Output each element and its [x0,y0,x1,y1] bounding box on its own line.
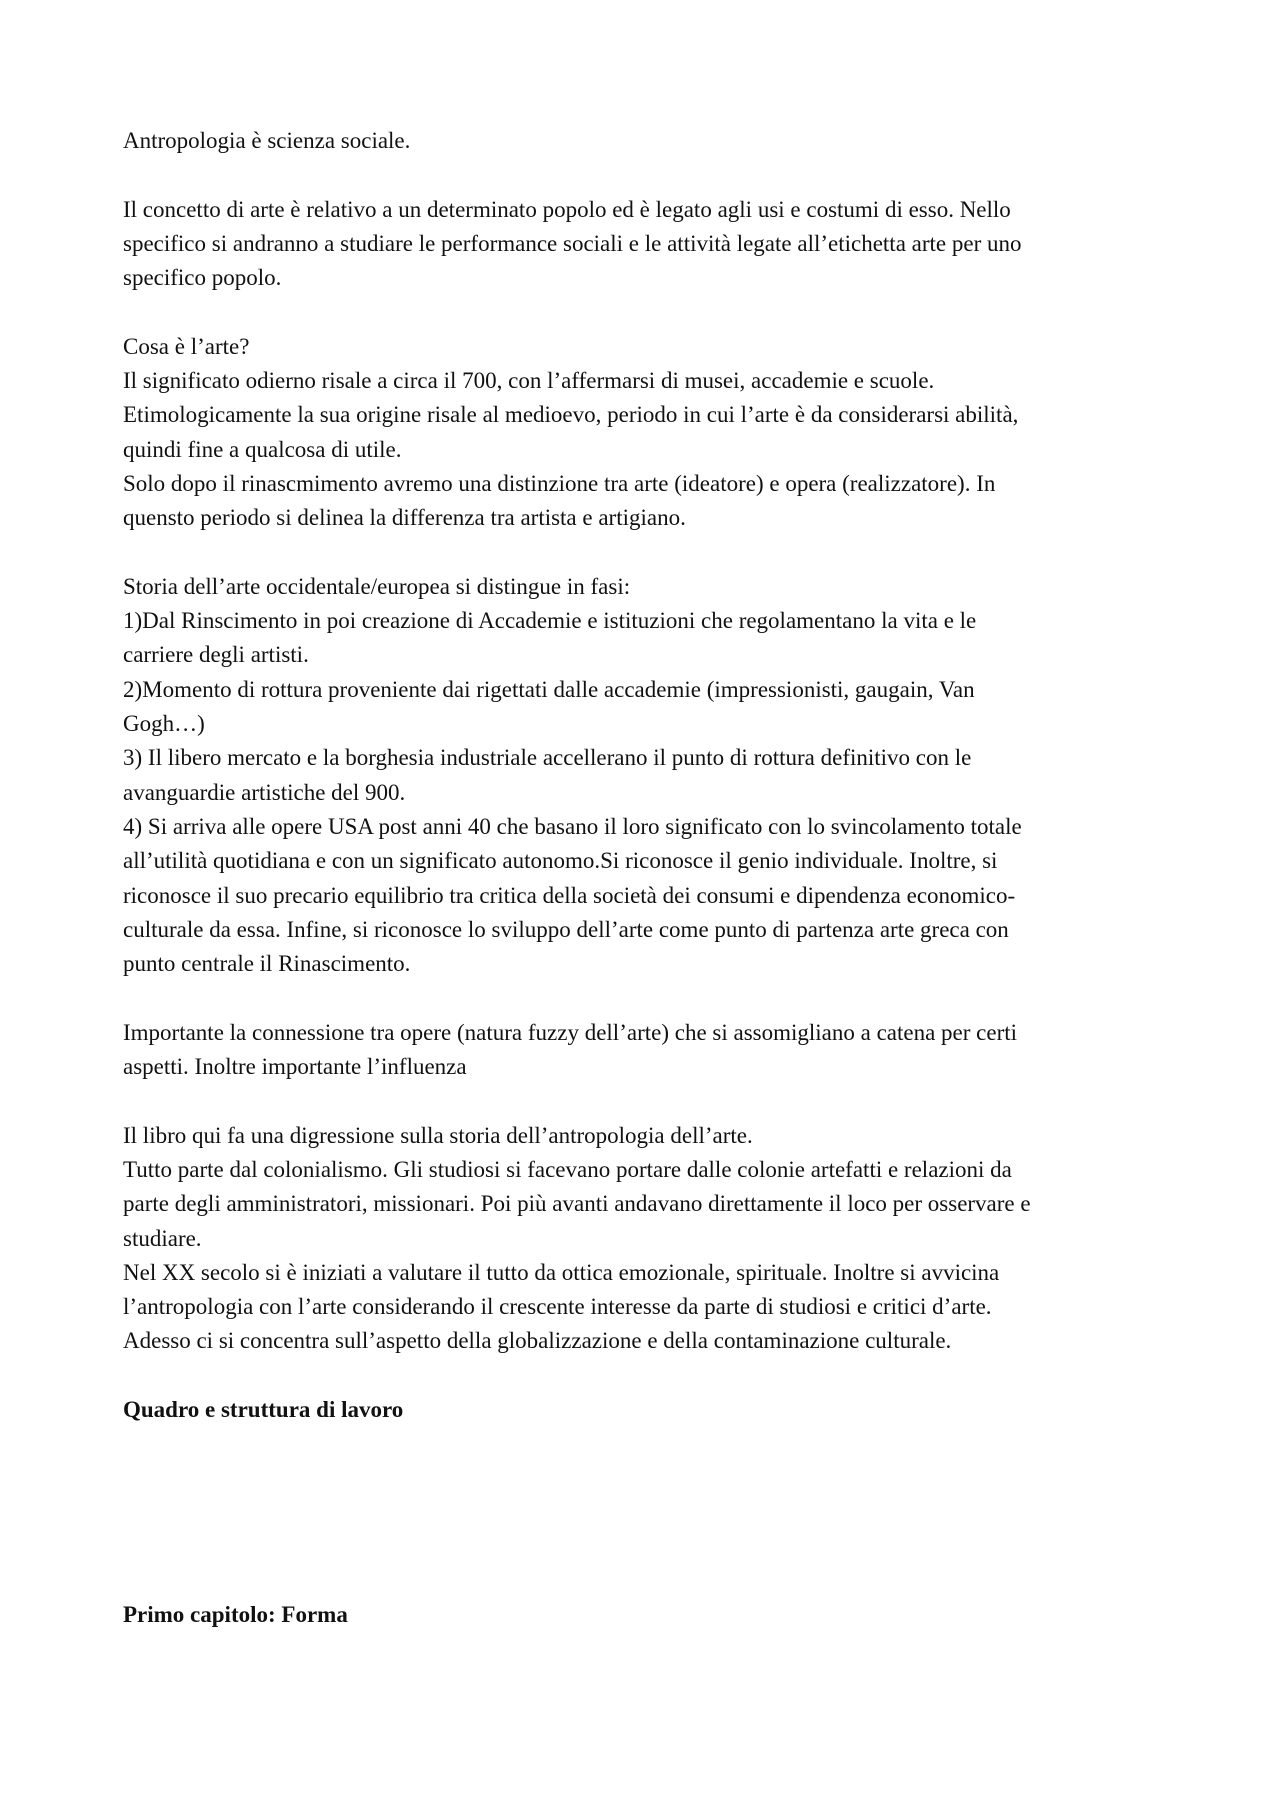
heading-framework: Quadro e struttura di lavoro [123,1396,404,1422]
book-digression-paragraph: Il libro qui fa una digressione sulla storia dell’antropologia dell’arte. Tutto parte dal colonialismo. Gli studiosi si facevano portare dalle colonie artefatti e relazioni da parte degli amministratori, missionari. Poi più avanti andavano direttamente il loco per osservare e studiare. Nel XX secolo si è iniziati a valutare il tutto da ottica emozionale, spirituale. Inoltre si avvicina l’antropologia con l’arte considerando il crescente interesse da parte di studiosi e critici d’arte. Adesso ci si concentra sull’aspetto della globalizzazione e della contaminazione culturale. [123,1122,1031,1354]
what-is-art-paragraph: Cosa è l’arte? Il significato odierno risale a circa il 700, con l’affermarsi di musei, accademie e scuole. Etimologicamente la sua origine risale al medioevo, periodo in cui l’arte è da considerarsi abilità, quindi fine a qualcosa di utile. Solo dopo il rinascmimento avremo una distinzione tra arte (ideatore) e opera (realizzatore). In quensto periodo si delinea la differenza tra artista e artigiano. [123,333,1019,531]
connection-paragraph: Importante la connessione tra opere (natura fuzzy dell’arte) che si assomigliano a catena per certi aspetti. Inoltre importante l’influenza [123,1019,1018,1080]
paragraph-spacer [123,536,1168,570]
paragraph-spacer [123,1084,1168,1118]
history-phases-paragraph: Storia dell’arte occidentale/europea si distingue in fasi: 1)Dal Rinscimento in poi creazione di Accademie e istituzioni che regolamentano la vita e le carriere degli artisti. 2)Momento di rottura proveniente dai rigettati dalle accademie (impressionisti, gaugain, Van Gogh…) 3) Il libero mercato e la borghesia industriale accellerano il punto di rottura definitivo con le avanguardie artistiche del 900. 4) Si arriva alle opere USA post anni 40 che basano il loro significato con lo svincolamento totale all’utilità quotidiana e con un significato autonomo.Si riconosce il genio individuale. Inoltre, si riconosce il suo precario equilibrio tra critica della società dei consumi e dipendenza economico- culturale da essa. Infine, si riconosce lo sviluppo dell’arte come punto di partenza arte greca con punto centrale il Rinascimento. [123,573,1022,977]
art-concept-paragraph: Il concetto di arte è relativo a un determinato popolo ed è legato agli usi e costumi di esso. Nello specifico si andranno a studiare le performance sociali e le attività legate all’etichetta arte per uno specifico popolo. [123,196,1022,291]
paragraph-spacer [123,981,1168,1015]
paragraph-spacer [123,1359,1168,1393]
heading-chapter-one: Primo capitolo: Forma [123,1602,348,1628]
intro-paragraph: Antropologia è scienza sociale. [123,128,411,153]
document-body [123,124,1168,1633]
paragraph-spacer [123,295,1168,329]
paragraph-spacer [123,158,1168,192]
section-spacer [123,1427,1168,1598]
